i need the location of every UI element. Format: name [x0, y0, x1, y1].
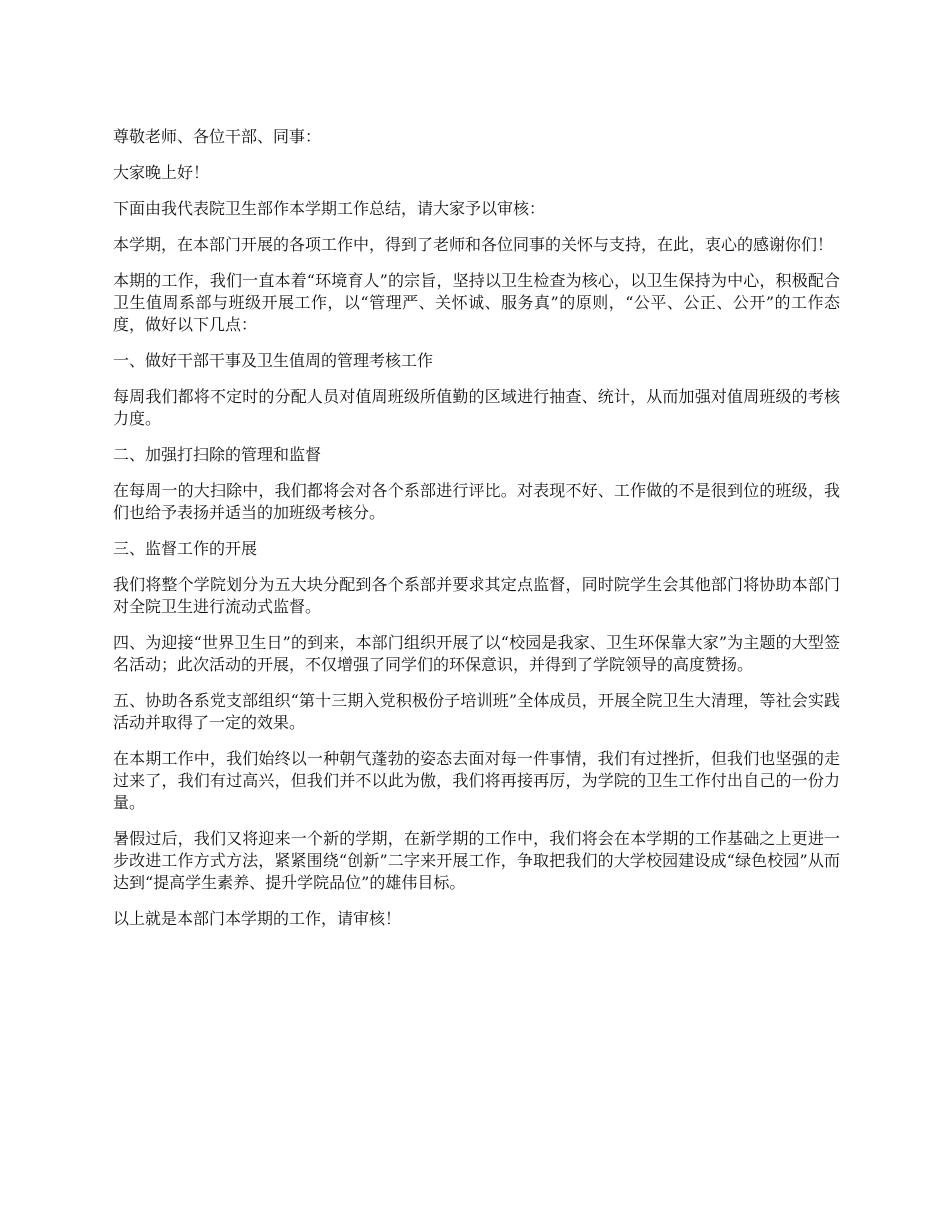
reflection-paragraph: 在本期工作中，我们始终以一种朝气蓬勃的姿态去面对每一件事情，我们有过挫折，但我们也坚强的走过来了，我们有过高兴，但我们并不以此为傲，我们将再接再厉，为学院的卫生工作付出自己的一份力量。	[113, 749, 840, 812]
section-item-4: 四、为迎接“世界卫生日”的到来，本部门组织开展了以“校园是我家、卫生环保靠大家”为主题的大型签名活动；此次活动的开展，不仅增强了同学们的环保意识，并得到了学院领导的高度赞扬。	[113, 633, 840, 674]
thanks-paragraph: 本学期，在本部门开展的各项工作中，得到了老师和各位同事的关怀与支持，在此，衷心的感谢你们！	[113, 235, 834, 254]
section-body-2: 在每周一的大扫除中，我们都将会对各个系部进行评比。对表现不好、工作做的不是很到位的班级，我们也给予表扬并适当的加班级考核分。	[113, 481, 840, 522]
section-heading-1: 一、做好干部干事及卫生值周的管理考核工作	[113, 351, 434, 370]
principles-paragraph: 本期的工作，我们一直本着“环境育人”的宗旨，坚持以卫生检查为核心，以卫生保持为中心，积极配合卫生值周系部与班级开展工作，以“管理严、关怀诚、服务真”的原则，“公平、公正、公开”的工作态度，做好以下几点：	[113, 271, 840, 334]
document-body	[113, 126, 840, 944]
section-heading-3: 三、监督工作的开展	[113, 539, 258, 558]
greeting: 大家晚上好！	[113, 163, 210, 182]
section-body-3: 我们将整个学院划分为五大块分配到各个系部并要求其定点监督，同时院学生会其他部门将协助本部门对全院卫生进行流动式监督。	[113, 575, 840, 616]
outlook-paragraph: 暑假过后，我们又将迎来一个新的学期，在新学期的工作中，我们将会在本学期的工作基础之上更进一步改进工作方式方法，紧紧围绕“创新”二字来开展工作，争取把我们的大学校园建设成“绿色校园”从而达到“提高学生素养、提升学院品位”的雄伟目标。	[113, 829, 840, 892]
intro-paragraph: 下面由我代表院卫生部作本学期工作总结，请大家予以审核：	[113, 199, 546, 218]
section-item-5: 五、协助各系党支部组织“第十三期入党积极份子培训班”全体成员，开展全院卫生大清理，等社会实践活动并取得了一定的效果。	[113, 691, 840, 732]
closing-line: 以上就是本部门本学期的工作，请审核！	[113, 909, 402, 928]
salutation: 尊敬老师、各位干部、同事：	[113, 127, 322, 146]
section-heading-2: 二、加强打扫除的管理和监督	[113, 445, 322, 464]
section-body-1: 每周我们都将不定时的分配人员对值周班级所值勤的区域进行抽查、统计，从而加强对值周班级的考核力度。	[113, 387, 840, 428]
